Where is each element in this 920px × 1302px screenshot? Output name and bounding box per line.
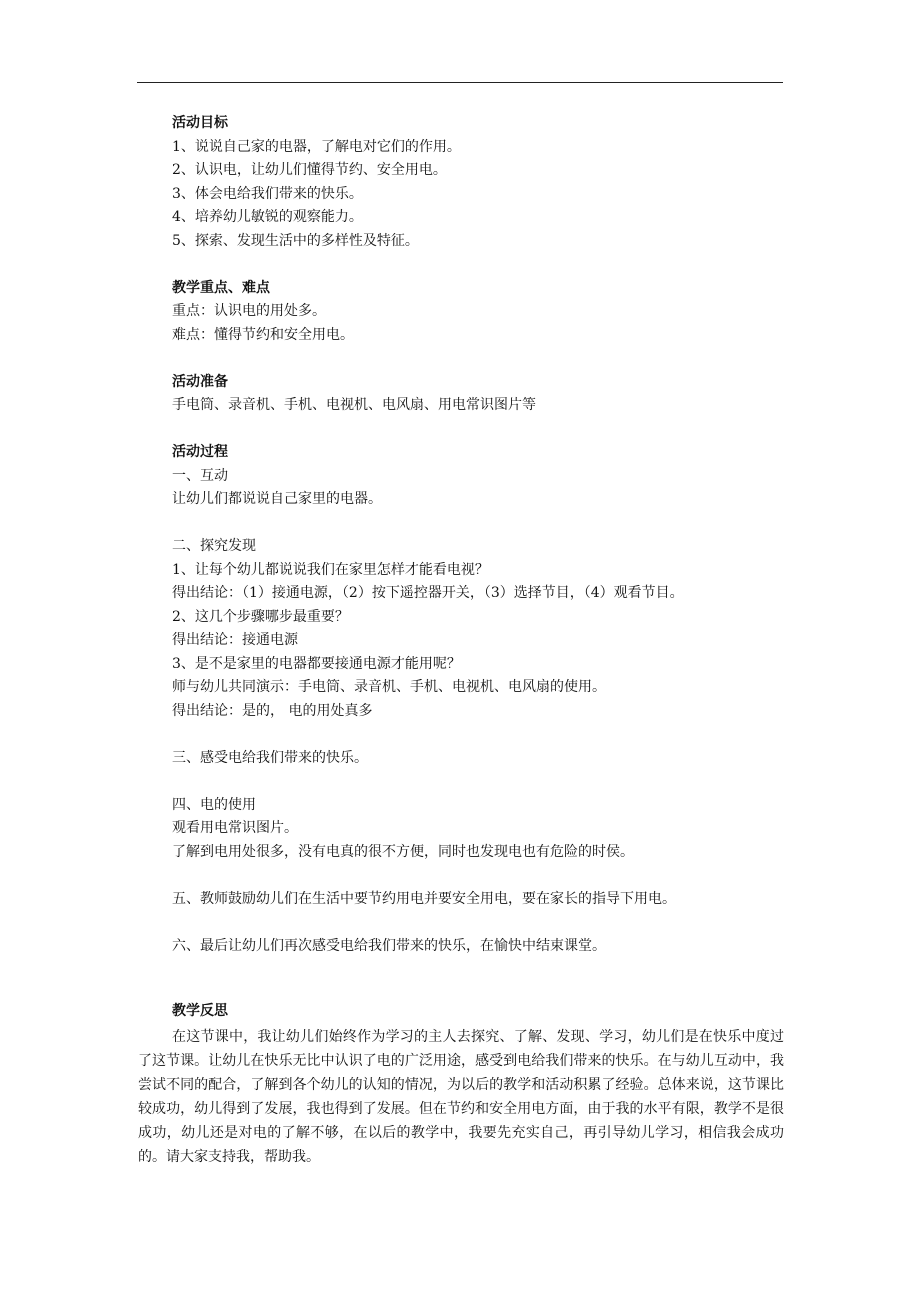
process-step-title: 四、电的使用	[172, 796, 256, 813]
prep-heading: 活动准备	[172, 373, 228, 390]
process-step-title: 六、最后让幼儿们再次感受电给我们带来的快乐，在愉快中结束课堂。	[172, 937, 606, 954]
reflection-heading: 教学反思	[172, 1003, 228, 1019]
process-step-text: 2、这几个步骤哪步最重要？	[172, 608, 349, 625]
process-step-title: 二、探究发现	[172, 538, 256, 554]
goal-item: 1、说说自己家的电器，了解电对它们的作用。	[172, 138, 461, 155]
process-step-text: 1、让每个幼儿都说说我们在家里怎样才能看电视？	[172, 561, 489, 578]
process-step-text: 3、是不是家里的电器都要接通电源才能用呢？	[172, 655, 461, 672]
goal-item: 4、培养幼儿敏锐的观察能力。	[172, 209, 363, 225]
process-step-text: 了解到电用处很多，没有电真的很不方便，同时也发现电也有危险的时侯。	[172, 843, 634, 860]
process-step-text: 师与幼儿共同演示：手电筒、录音机、手机、电视机、电风扇的使用。	[172, 679, 606, 695]
process-step-title: 一、互动	[172, 467, 228, 484]
goal-item: 5、探索、发现生活中的多样性及特征。	[172, 232, 419, 249]
process-step-text: 观看用电常识图片。	[172, 820, 298, 836]
reflection-paragraph: 在这节课中，我让幼儿们始终作为学习的主人去探究、了解、发现、学习，幼儿们是在快乐中度过了这节课。让幼儿在快乐无比中认识了电的广泛用途，感受到电给我们带来的快乐。在与幼儿互动中，我尝试不同的配合，了解到各个幼儿的认知的情况，为以后的教学和活动积累了经验。总体来说，这节课比较成功，幼儿得到了发展，我也得到了发展。但在节约和安全用电方面，由于我的水平有限，教学不是很成功，幼儿还是对电的了解不够，在以后的教学中，我要先充实自己，再引导幼儿学习，相信我会成功的。请大家支持我，帮助我。	[138, 1029, 784, 1165]
goals-heading: 活动目标	[172, 115, 228, 131]
process-step-text: 得出结论：接通电源	[172, 632, 298, 648]
keypoint-item: 重点：认识电的用处多。	[172, 303, 326, 319]
process-step-title: 三、感受电给我们带来的快乐。	[172, 749, 368, 766]
process-heading: 活动过程	[172, 444, 228, 460]
header-rule	[137, 82, 783, 83]
process-step-text: 让幼儿们都说说自己家里的电器。	[172, 491, 382, 507]
document-body	[172, 112, 792, 958]
keypoints-heading: 教学重点、难点	[172, 279, 270, 296]
process-step-text: 得出结论：（1）接通电源，（2）按下遥控器开关，（3）选择节目，（4）观看节目。	[172, 585, 684, 601]
prep-item: 手电筒、录音机、手机、电视机、电风扇、用电常识图片等	[172, 397, 536, 413]
process-step-title: 五、教师鼓励幼儿们在生活中要节约用电并要安全用电，要在家长的指导下用电。	[172, 890, 676, 907]
goal-item: 3、体会电给我们带来的快乐。	[172, 185, 363, 202]
process-step-text: 得出结论：是的， 电的用处真多	[172, 702, 373, 719]
goal-item: 2、认识电，让幼儿们懂得节约、安全用电。	[172, 162, 447, 178]
keypoint-item: 难点：懂得节约和安全用电。	[172, 326, 354, 343]
